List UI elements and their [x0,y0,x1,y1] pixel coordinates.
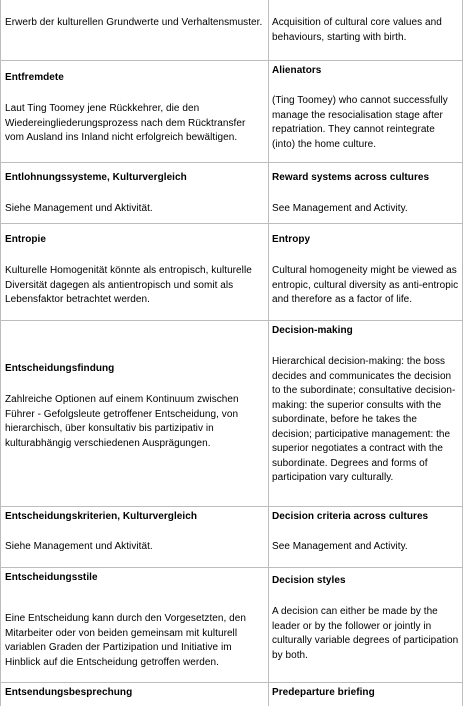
table-row [0,163,463,223]
german-definition: Eine Entscheidung kann durch den Vorgesetzten, den Mitarbeiter oder von beiden gemeinsam mit kulturell variablen Graden der Partizipation und Initiative im Hinblick auf die Entscheidung getroffen werden. [5,613,247,668]
column-divider [268,61,269,162]
table-row [0,61,463,162]
table-row [0,683,463,706]
english-term: Decision styles [272,575,346,586]
english-definition: Hierarchical decision-making: the boss decides and communicates the decision to the subordinate; consultative decision-making: the superior consults with the subordinate, before he takes the decision; participative management: the superior negotiates a contract with the subordinate. Degrees and forms of participation vary culturally. [272,356,456,483]
column-divider [268,568,269,682]
english-definition: See Management and Activity. [272,541,408,552]
table-row [0,224,463,320]
german-term: Entropie [5,234,46,245]
german-term: Entfremdete [5,72,64,83]
english-definition: (Ting Toomey) who cannot successfully manage the resocialisation stage after repatriation. They cannot reintegrate (into) the home culture. [272,95,448,150]
column-divider [268,0,269,60]
table-row [0,507,463,567]
german-definition: Erwerb der kulturellen Grundwerte und Verhaltensmuster. [5,17,263,28]
table-row [0,568,463,682]
german-definition: Siehe Management und Aktivität. [5,541,153,552]
english-term: Alienators [272,65,322,76]
english-term: Entropy [272,234,311,245]
english-definition: Acquisition of cultural core values and behaviours, starting with birth. [272,17,442,43]
table-row [0,321,463,506]
german-definition: Siehe Management und Aktivität. [5,203,153,214]
table-row [0,0,463,60]
german-definition: Kulturelle Homogenität könnte als entropisch, kulturelle Diversität dagegen als antientropisch und somit als Lebensfaktor betrachtet werden. [5,265,252,305]
english-definition: Cultural homogeneity might be viewed as entropic, cultural diversity as anti-entropic and therefore as a factor of life. [272,265,459,305]
german-term: Entsendungsbesprechung [5,687,133,698]
english-definition: See Management and Activity. [272,203,408,214]
german-term: Entlohnungssysteme, Kulturvergleich [5,172,187,183]
german-term: Entscheidungsstile [5,572,98,583]
column-divider [268,163,269,223]
column-divider [268,507,269,567]
english-term: Decision criteria across cultures [272,511,429,522]
column-divider [268,683,269,706]
german-term: Entscheidungsfindung [5,363,115,374]
english-definition: A decision can either be made by the leader or by the follower or jointly in culturally variable degrees of participation by both. [272,606,459,661]
german-definition: Zahlreiche Optionen auf einem Kontinuum zwischen Führer - Gefolgsleute getroffener Entscheidung, von hierarchisch, über konsultativ bis partizipativ in kulturabhängig verschiedenen Ausprägungen. [5,394,239,449]
english-term: Reward systems across cultures [272,172,430,183]
german-term: Entscheidungskriterien, Kulturvergleich [5,511,197,522]
english-term: Predeparture briefing [272,687,375,698]
column-divider [268,321,269,506]
german-definition: Laut Ting Toomey jene Rückkehrer, die den Wiedereingliederungsprozess nach dem Rücktransfer vom Ausland ins Inland nicht erfolgreich bewältigen. [5,103,246,143]
english-term: Decision-making [272,325,353,336]
column-divider [268,224,269,320]
